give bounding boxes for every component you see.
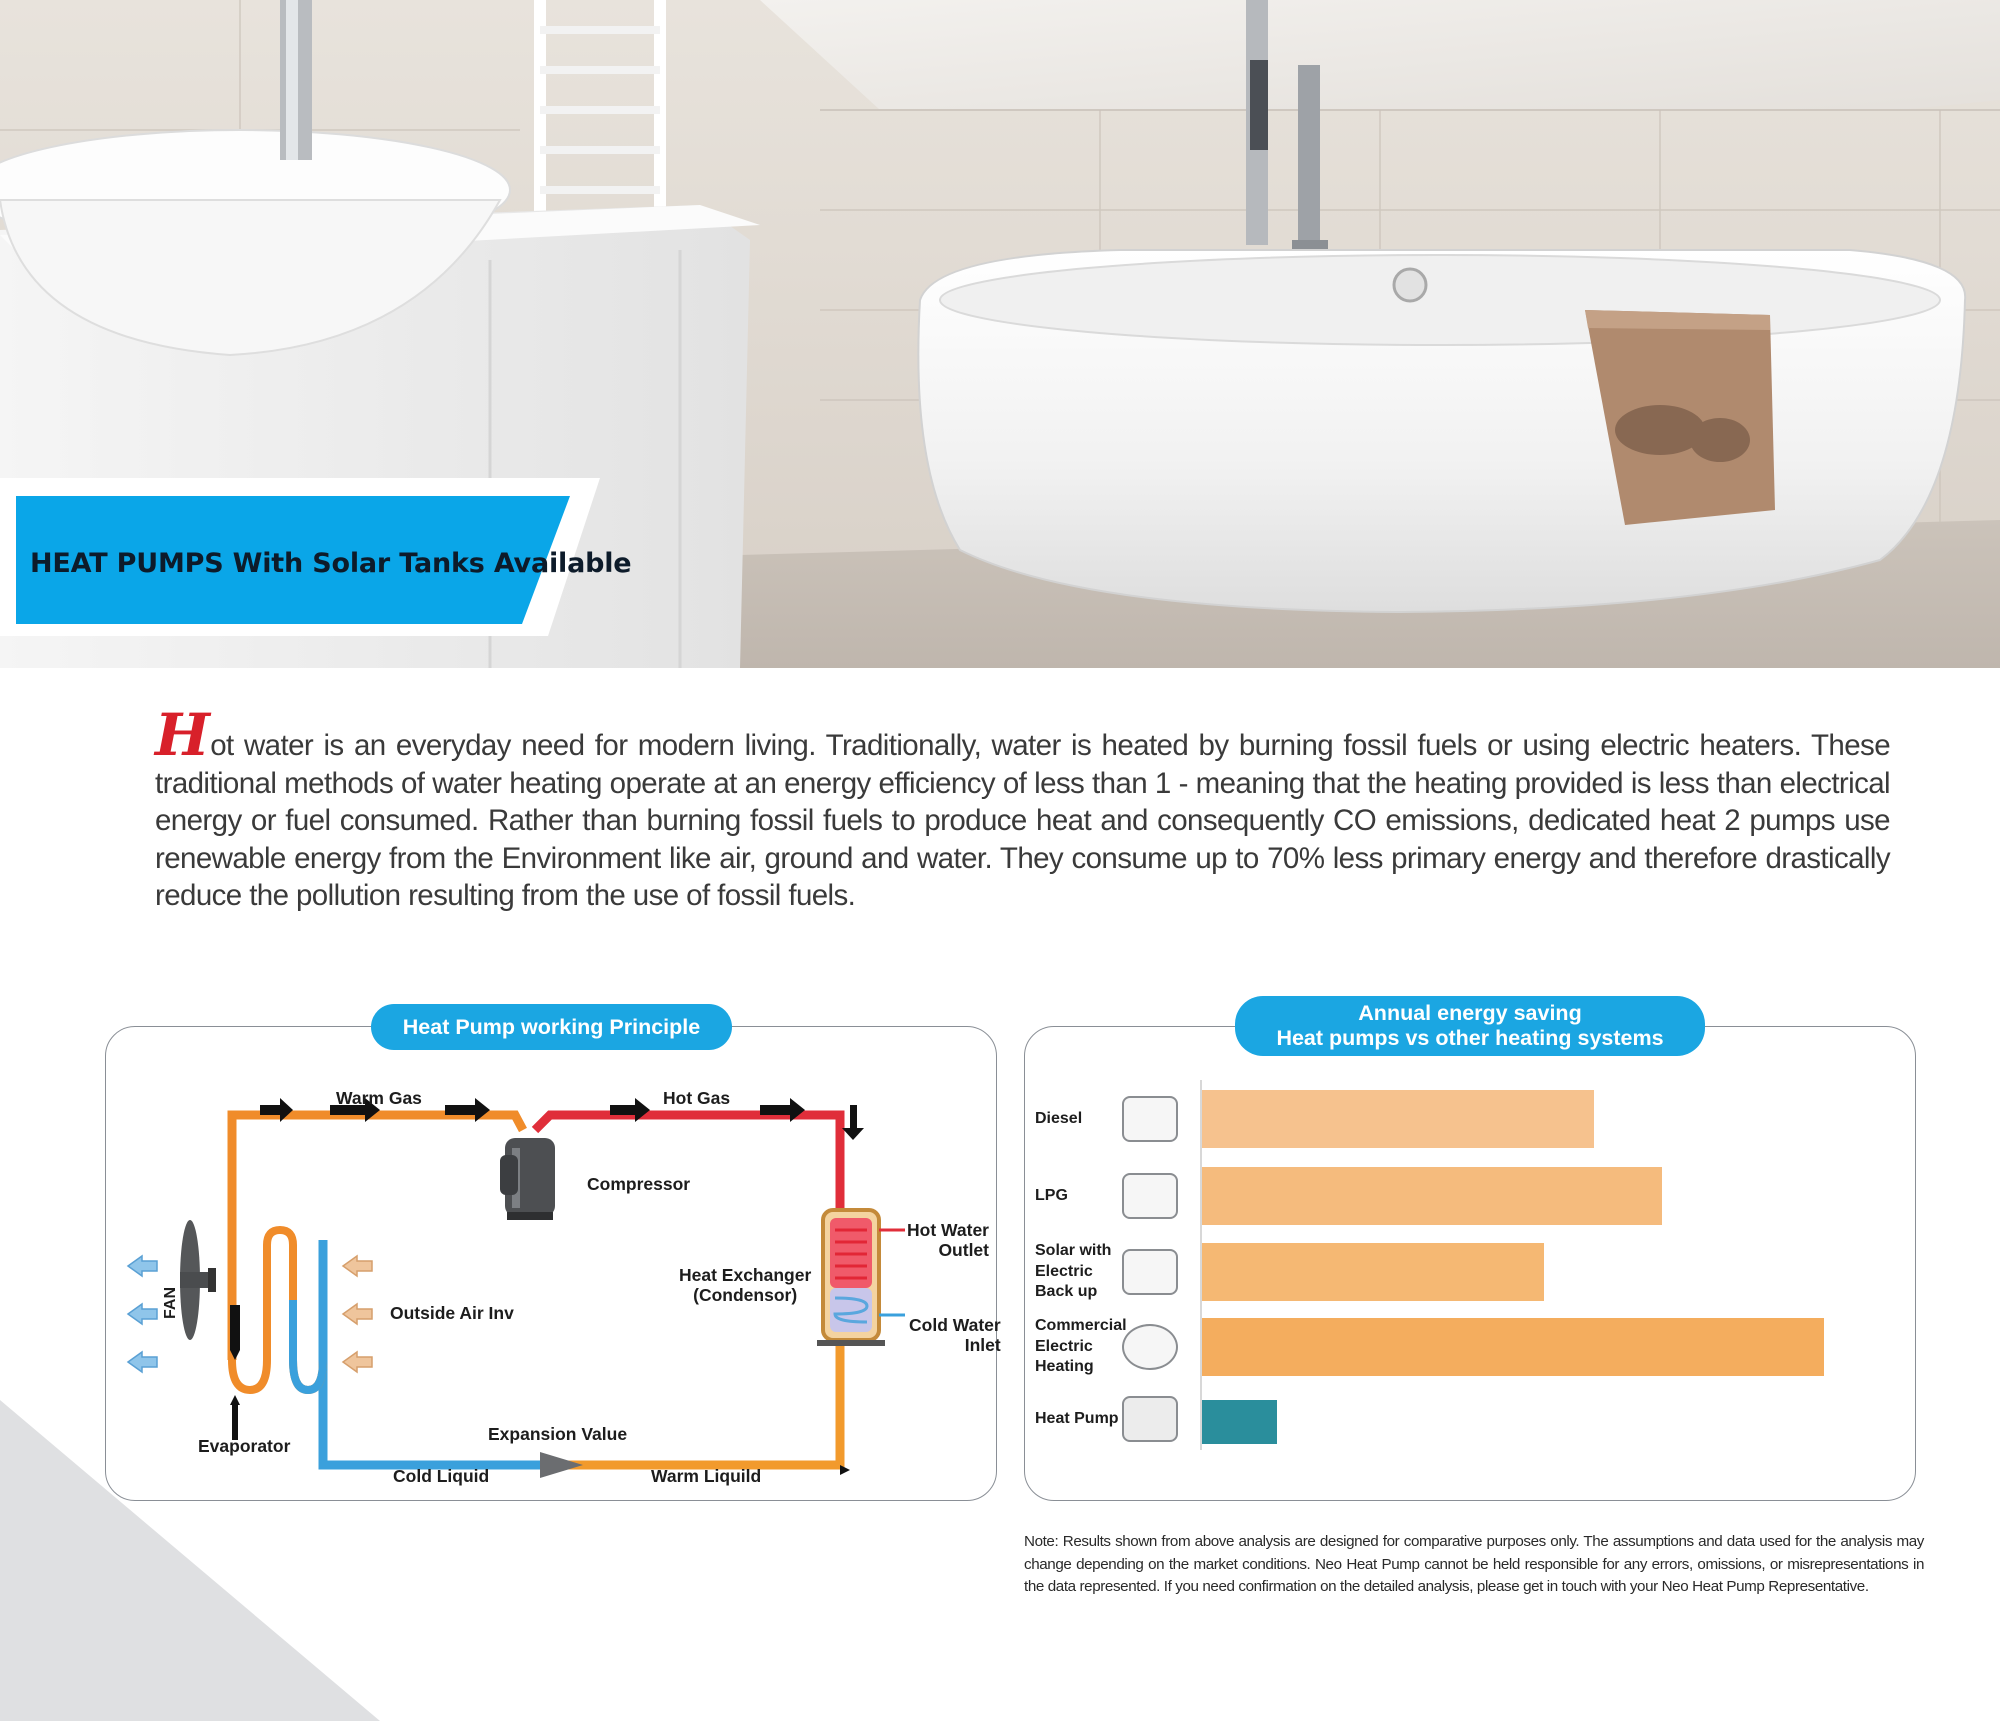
heat-pump-unit-icon [1122,1396,1178,1442]
chart-category-label: Diesel [1035,1109,1083,1127]
intro-text: ot water is an everyday need for modern living. Traditionally, water is heated by burning fossil fuels or using electric heaters. These traditional methods of water heating operate at an energy efficiency of less than 1 - meaning that the heating provided is less than electrical energy or fuel consumed. Rather than burning fossil fuels to produce heat and consequently CO emissions, dedicated heat 2 pumps use renewable energy from the Environment like air, ground and water. They consume up to 70% less primary energy and therefore drastically reduce the pollution resulting from the use of fossil fuels. [155,729,1890,912]
intro-paragraph [155,701,1890,915]
label-hot-water-outlet: Hot Water Outlet [907,1220,989,1260]
drop-cap: H [155,701,210,769]
chart-bar [1202,1318,1824,1376]
chart-bar [1202,1167,1662,1225]
chart-category-label: Commercial Electric Heating [1035,1317,1127,1376]
label-outside-air: Outside Air Inv [390,1303,514,1323]
chart-category-label: Heat Pump [1035,1409,1119,1427]
compressor-icon [500,1138,555,1220]
lpg-cylinder-icon [1122,1173,1178,1219]
label-compressor: Compressor [587,1174,691,1194]
chart-bar [1202,1400,1277,1444]
diagram-title: Heat Pump working Principle [371,1004,732,1050]
label-fan: FAN [162,1287,179,1319]
chart-bar [1202,1090,1594,1148]
diesel-heater-icon [1122,1096,1178,1142]
chart-title-line1: Annual energy saving [1358,1001,1582,1025]
solar-panel-icon [1122,1249,1178,1295]
label-heat-exchanger: Heat Exchanger (Condensor) [679,1265,812,1305]
label-warm-liquid: Warm Liquild [651,1466,762,1486]
label-hot-gas: Hot Gas [663,1088,731,1108]
label-cold-liquid: Cold Liquid [393,1466,490,1486]
heat-exchanger-icon [817,1210,905,1346]
chart-bar [1202,1243,1544,1301]
label-expansion-value: Expansion Value [488,1424,628,1444]
disclaimer-note: Note: Results shown from above analysis are designed for comparative purposes only. The assumptions and data used for the analysis may change depending on the market conditions. Neo Heat Pump cannot be held responsible for any errors, omissions, or misrepresentations in the data represented. If you need confirmation on the detailed analysis, please get in touch with your Neo Heat Pump Representative. [1024,1533,1924,1595]
label-evaporator: Evaporator [198,1436,291,1456]
label-cold-water-inlet: Cold Water Inlet [909,1315,1001,1355]
chart-category-label: LPG [1035,1186,1068,1204]
label-warm-gas: Warm Gas [336,1088,422,1108]
chart-axis [1200,1080,1202,1450]
chart-title [1235,996,1705,1056]
fan-icon [180,1220,216,1340]
expansion-valve-icon [540,1452,583,1478]
chart-category-label: Solar with Electric Back up [1035,1242,1112,1301]
electric-heater-icon [1122,1324,1178,1370]
banner-title: HEAT PUMPS With Solar Tanks Available [30,548,632,579]
chart-title-line2: Heat pumps vs other heating systems [1276,1026,1664,1050]
